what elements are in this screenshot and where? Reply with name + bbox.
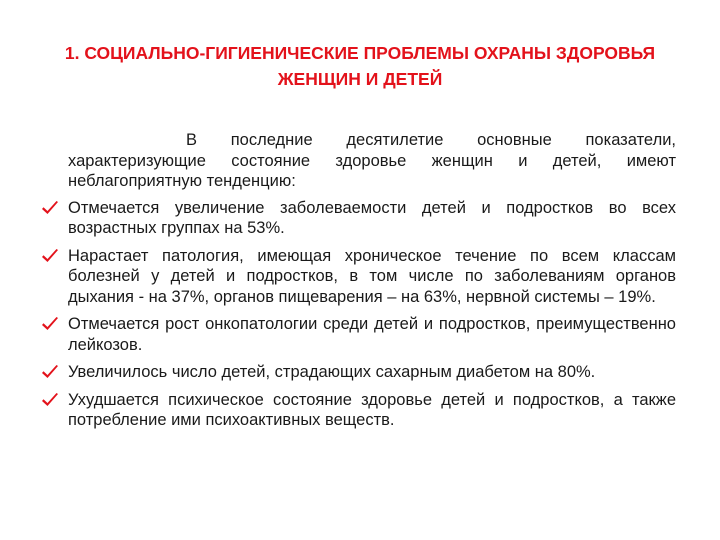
list-item xyxy=(68,390,676,431)
bullet-text: Отмечается увеличение заболеваемости детей и подростков во всех возрастных группах на 53%. xyxy=(68,198,676,237)
checkmark-icon xyxy=(41,364,59,380)
bullet-text: Нарастает патология, имеющая хроническое течение по всем классам болезней у детей и подростков, в том числе по заболеваниям органов дыхания - на 37%, органов пищеварения – на 63%, нервной системы – 19%. xyxy=(68,246,676,306)
bullet-text: Отмечается рост онкопатологии среди детей и подростков, преимущественно лейкозов. xyxy=(68,315,676,354)
list-item xyxy=(68,198,676,239)
slide-title: 1. СОЦИАЛЬНО-ГИГИЕНИЧЕСКИЕ ПРОБЛЕМЫ ОХРАНЫ ЗДОРОВЬЯ ЖЕНЩИН И ДЕТЕЙ xyxy=(64,43,656,89)
list-item xyxy=(68,314,676,355)
checkmark-icon xyxy=(41,392,59,408)
list-item xyxy=(68,246,676,308)
bullet-text: Ухудшается психическое состояние здоровье детей и подростков, а также потребление ими психоактивных веществ. xyxy=(68,390,676,429)
slide-body xyxy=(68,130,676,438)
checkmark-icon xyxy=(41,316,59,332)
list-item xyxy=(68,362,676,383)
bullet-text: Увеличилось число детей, страдающих сахарным диабетом на 80%. xyxy=(68,363,596,381)
checkmark-icon xyxy=(41,248,59,264)
bullet-list xyxy=(68,198,676,431)
checkmark-icon xyxy=(41,200,59,216)
intro-paragraph: В последние десятилетие основные показатели, характеризующие состояние здоровье женщин и детей, имеют неблагоприятную тенденцию: xyxy=(68,131,676,190)
